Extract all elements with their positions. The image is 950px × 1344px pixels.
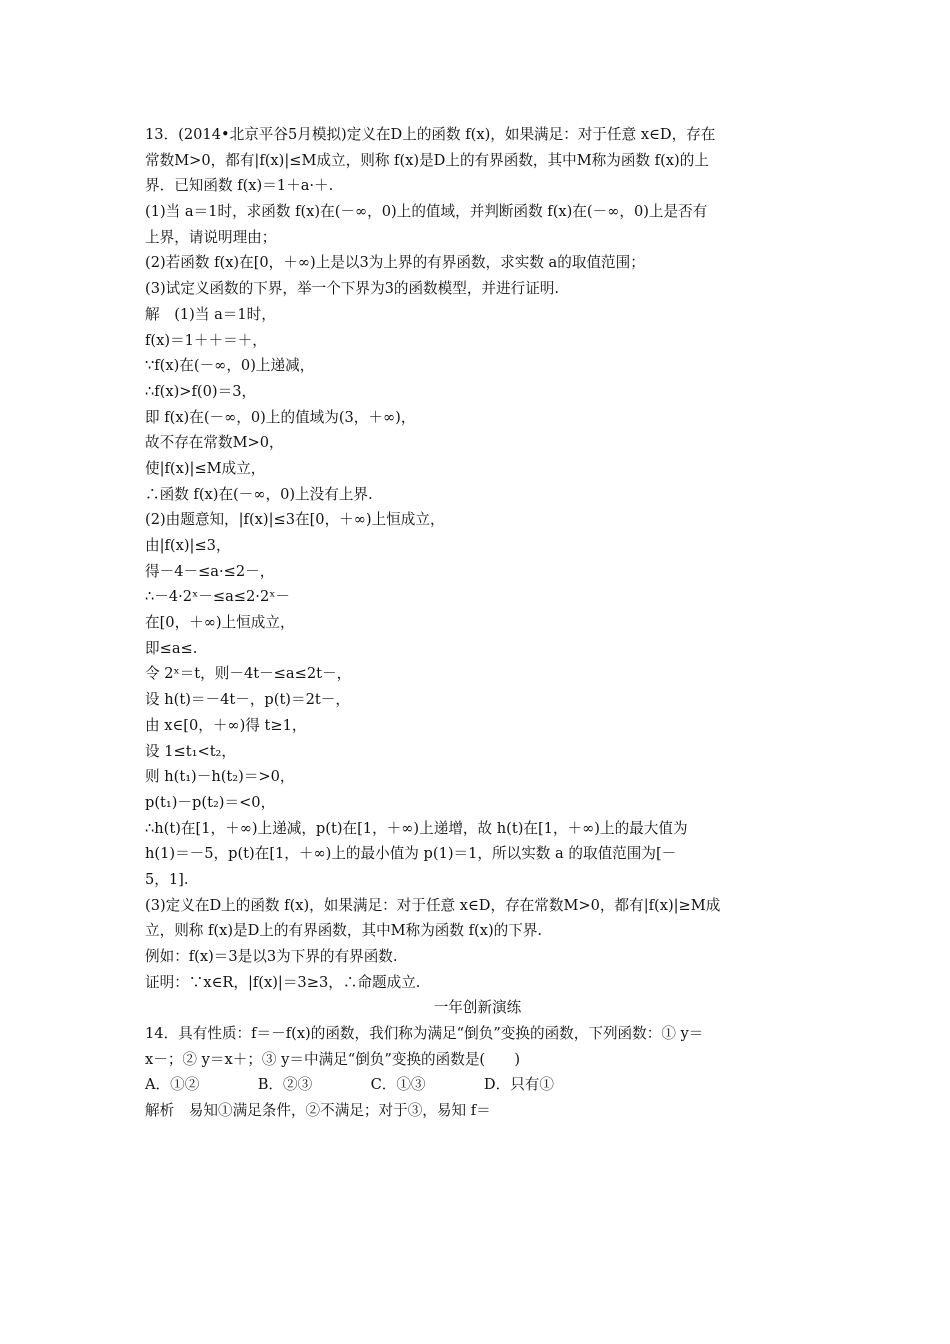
document-page xyxy=(145,122,810,1124)
text-line: 设 h(t)＝－4t－，p(t)＝2t－， xyxy=(145,691,350,709)
text-line: x－；② y＝x＋；③ y＝中满足“倒负”变换的函数是( ) xyxy=(145,1050,521,1068)
text-line: 得－4－≤a·≤2－， xyxy=(145,562,275,580)
text-line: 界．已知函数 f(x)＝1＋a·＋. xyxy=(145,177,334,195)
text-line: ∴函数 f(x)在(－∞，0)上没有上界. xyxy=(145,485,373,503)
text-line: 14．具有性质：f＝－f(x)的函数，我们称为满足“倒负”变换的函数，下列函数：① y＝ xyxy=(145,1025,704,1043)
text-line: (2)若函数 f(x)在[0，＋∞)上是以3为上界的有界函数，求实数 a的取值范围； xyxy=(145,254,645,272)
section-heading: 一年创新演练 xyxy=(433,999,522,1017)
answer-options: A．①② B．②③ C．①③ D．只有① xyxy=(145,1076,554,1094)
text-line: (1)当 a＝1时，求函数 f(x)在(－∞，0)上的值域，并判断函数 f(x)在(－∞，0)上是否有 xyxy=(145,203,708,221)
text-line: 例如：f(x)＝3是以3为下界的有界函数. xyxy=(145,948,398,965)
text-line: f(x)＝1＋＋＝＋， xyxy=(145,331,267,349)
text-line: ∵f(x)在(－∞，0)上递减， xyxy=(145,357,315,375)
text-line: (2)由题意知，|f(x)|≤3在[0，＋∞)上恒成立， xyxy=(145,511,445,529)
text-line: 即 f(x)在(－∞，0)上的值域为(3，＋∞)， xyxy=(145,408,416,426)
text-line: 常数M>0，都有|f(x)|≤M成立，则称 f(x)是D上的有界函数，其中M称为函数 f(x)的上 xyxy=(145,151,709,169)
text-line: ∴－4·2ˣ－≤a≤2·2ˣ－ xyxy=(145,588,291,606)
text-line: p(t₁)－p(t₂)＝<0， xyxy=(145,793,276,811)
text-line: 令 2ˣ＝t，则－4t－≤a≤2t－， xyxy=(145,665,352,683)
text-line: ∴f(x)>f(0)＝3， xyxy=(145,382,257,400)
text-line: h(1)＝－5，p(t)在[1，＋∞)上的最小值为 p(1)＝1，所以实数 a 的取值范围为[－ xyxy=(145,845,677,863)
text-line: 在[0，＋∞)上恒成立， xyxy=(145,614,295,632)
text-line: 上界，请说明理由； xyxy=(145,228,277,246)
text-line: 使|f(x)|≤M成立， xyxy=(145,459,266,477)
text-line: 故不存在常数M>0， xyxy=(145,434,284,452)
text-line: 则 h(t₁)－h(t₂)＝>0， xyxy=(145,768,295,786)
text-line: 解析 易知①满足条件，②不满足；对于③，易知 f＝ xyxy=(145,1102,491,1120)
text-line: 13．(2014•北京平谷5月模拟)定义在D上的函数 f(x)，如果满足：对于任意 x∈D，存在 xyxy=(145,126,716,143)
text-line: 由|f(x)|≤3， xyxy=(145,537,231,554)
text-line: ∴h(t)在[1，＋∞)上递减，p(t)在[1，＋∞)上递增，故 h(t)在[1，＋∞)上的最大值为 xyxy=(145,819,688,837)
text-line: 即≤a≤. xyxy=(145,639,198,657)
text-line: (3)定义在D上的函数 f(x)，如果满足：对于任意 x∈D，存在常数M>0，都有|f(x)|≥M成 xyxy=(145,896,721,914)
text-line: 5，1]. xyxy=(145,870,189,888)
text-line: 由 x∈[0，＋∞)得 t≥1， xyxy=(145,716,307,734)
text-line: 设 1≤t₁<t₂， xyxy=(145,742,236,760)
text-line: (3)试定义函数的下界，举一个下界为3的函数模型，并进行证明. xyxy=(145,280,560,298)
text-line: 立，则称 f(x)是D上的有界函数，其中M称为函数 f(x)的下界. xyxy=(145,922,543,940)
text-line: 解 (1)当 a＝1时， xyxy=(145,305,276,323)
text-line: 证明：∵x∈R，|f(x)|＝3≥3，∴命题成立. xyxy=(145,973,421,991)
